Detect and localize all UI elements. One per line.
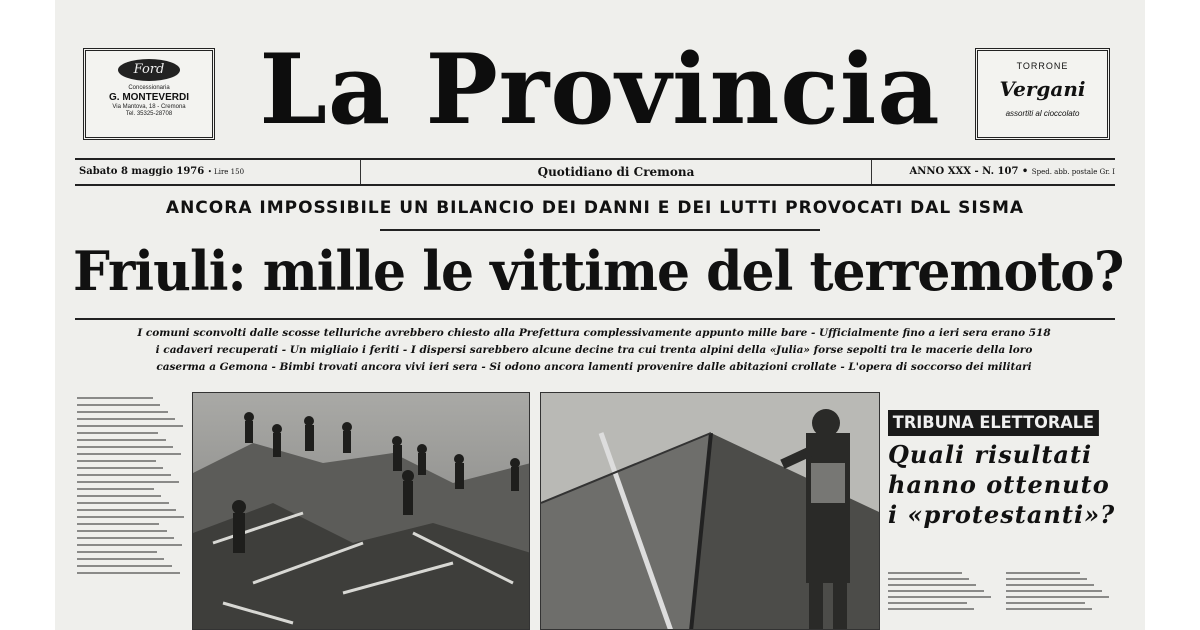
sidebar-headline-line: i «protestanti»? — [888, 500, 1116, 529]
text-line — [888, 584, 976, 586]
tent-photo-image — [541, 393, 880, 630]
text-line — [77, 572, 180, 574]
newspaper-front-page — [55, 0, 1145, 630]
text-line — [77, 537, 174, 539]
text-line — [77, 460, 156, 462]
dateline-issue-text: ANNO XXX - N. 107 • — [909, 166, 1029, 177]
text-line — [77, 397, 153, 399]
main-headline: Friuli: mille le vittime del terremoto? — [73, 239, 1124, 304]
rubble-photo-image — [193, 393, 530, 630]
kicker-headline: ANCORA IMPOSSIBILE UN BILANCIO DEI DANNI E DEI LUTTI PROVOCATI DAL SISMA — [165, 198, 1025, 218]
sidebar-text-column — [888, 568, 993, 613]
masthead-title: La Provincia — [259, 33, 941, 146]
text-line — [1006, 572, 1080, 574]
ad-right-sub: assortiti al cioccolato — [1005, 109, 1080, 118]
text-line — [1006, 608, 1092, 610]
ad-left-line1: Concessionaria — [128, 85, 170, 91]
article-body-column — [77, 392, 185, 630]
text-line — [888, 608, 974, 610]
text-line — [77, 432, 158, 434]
text-line — [77, 530, 167, 532]
text-line — [1006, 584, 1094, 586]
dateline-bar — [75, 158, 1115, 186]
ad-left-line2: Via Mantova, 18 - Cremona — [112, 104, 186, 110]
text-line — [1006, 602, 1085, 604]
text-line — [77, 425, 183, 427]
ad-left-name: G. MONTEVERDI — [108, 92, 189, 103]
ad-left-line3: Tel. 35325-28708 — [125, 111, 173, 117]
text-line — [888, 596, 991, 598]
text-line — [1006, 596, 1109, 598]
sidebar-text-column — [1006, 568, 1111, 613]
text-line — [77, 502, 169, 504]
dateline-issue — [880, 160, 1115, 184]
sidebar-headline — [888, 440, 1116, 530]
sidebar-election — [888, 392, 1116, 630]
text-line — [888, 602, 967, 604]
text-line — [77, 495, 161, 497]
text-line — [1006, 590, 1102, 592]
headline-rule — [75, 318, 1115, 320]
photo-soldier-tent — [540, 392, 880, 630]
text-line — [77, 488, 154, 490]
text-line — [77, 544, 182, 546]
text-line — [1006, 578, 1087, 580]
text-line — [888, 578, 969, 580]
section-label-tribuna: TRIBUNA ELETTORALE — [888, 410, 1099, 436]
text-line — [77, 439, 166, 441]
dateline-date — [79, 160, 339, 184]
text-line — [77, 509, 176, 511]
text-line — [77, 481, 179, 483]
summary-deck — [79, 325, 1109, 376]
photo-rubble-rescuers — [192, 392, 530, 630]
dateline-price: • Lire 150 — [207, 168, 245, 176]
text-line — [77, 523, 159, 525]
text-line — [888, 572, 962, 574]
text-line — [77, 551, 157, 553]
dateline-subtitle: Quotidiano di Cremona — [360, 160, 872, 184]
text-line — [888, 590, 984, 592]
text-line — [77, 411, 168, 413]
text-line — [77, 467, 163, 469]
ad-right-top: TORRONE — [1016, 61, 1069, 71]
dateline-date-text: Sabato 8 maggio 1976 — [79, 166, 205, 177]
sidebar-body-text — [888, 568, 1113, 630]
text-line — [77, 474, 171, 476]
text-line — [77, 558, 164, 560]
summary-line: I comuni sconvolti dalle scosse telluriche avrebbero chiesto alla Prefettura complessivamente appunto mille bare - Ufficialmente fino a ieri sera erano 518 — [137, 327, 1051, 339]
ad-right-brand: Vergani — [999, 77, 1086, 101]
text-line — [77, 516, 184, 518]
text-line — [77, 446, 173, 448]
summary-line: caserma a Gemona - Bimbi trovati ancora vivi ieri sera - Si odono ancora lamenti provenire dalle abitazioni crollate - L'opera di soccorso dei militari — [156, 361, 1032, 373]
dateline-postal: Sped. abb. postale Gr. I — [1031, 168, 1115, 176]
torrone-ad — [975, 48, 1110, 140]
text-line — [77, 418, 175, 420]
text-line — [77, 565, 172, 567]
text-line — [77, 404, 160, 406]
text-line — [77, 453, 181, 455]
ford-dealer-ad — [83, 48, 215, 140]
sidebar-headline-line: hanno ottenuto — [888, 470, 1110, 499]
sidebar-headline-line: Quali risultati — [888, 440, 1093, 469]
summary-line: i cadaveri recuperati - Un migliaio i feriti - I dispersi sarebbero alcune decine tra cui trenta alpini della «Julia» forse sepolti tra le macerie della loro — [155, 344, 1033, 356]
ford-logo: Ford — [118, 59, 180, 81]
